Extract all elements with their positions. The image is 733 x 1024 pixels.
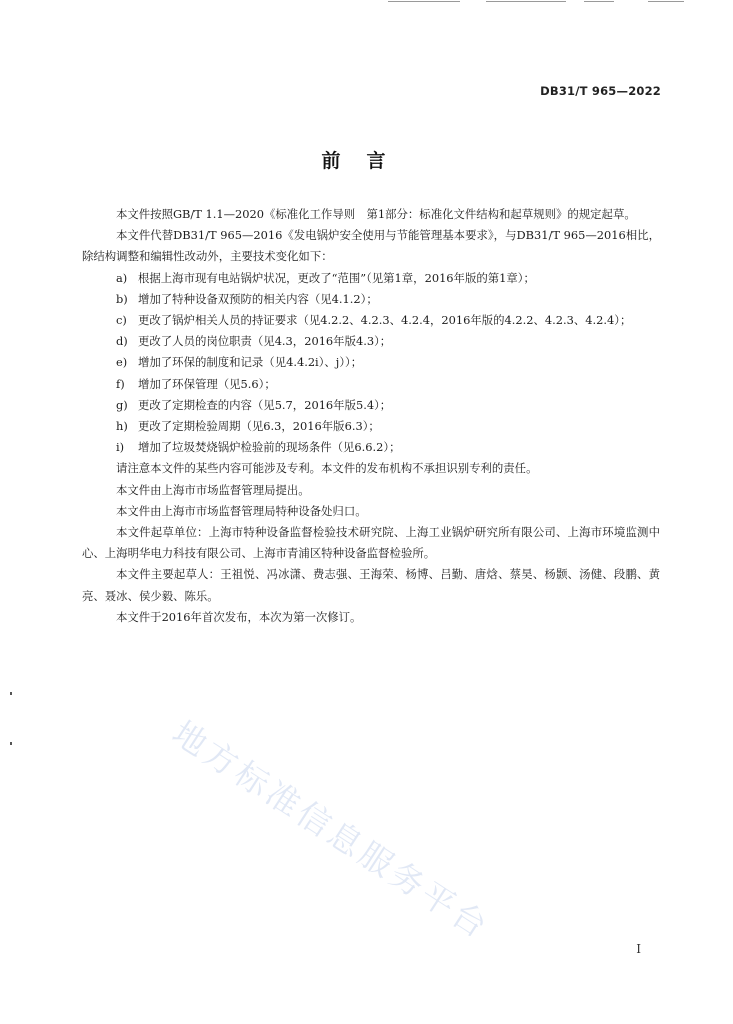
paragraph-patent-notice: 请注意本文件的某些内容可能涉及专利。本文件的发布机构不承担识别专利的责任。 [116, 461, 538, 476]
paragraph-proposer: 本文件由上海市市场监督管理局提出。 [116, 482, 310, 497]
paragraph-drafting-units: 本文件起草单位：上海市特种设备监督检验技术研究院、上海工业锅炉研究所有限公司、上海市环境监测中心、上海明华电力科技有限公司、上海市青浦区特种设备监督检验所。 [82, 525, 660, 561]
list-text: 更改了定期检验周期（见6.3，2016年版6.3）； [138, 419, 380, 434]
list-item [82, 310, 660, 331]
list-item [82, 374, 660, 395]
list-text: 增加了特种设备双预防的相关内容（见4.1.2）； [138, 291, 378, 306]
scan-top-rules [0, 0, 733, 6]
list-text: 根据上海市现有电站锅炉状况，更改了“范围”（见第1章，2016年版的第1章）； [138, 270, 535, 285]
paragraph-drafting-basis: 本文件按照GB/T 1.1—2020《标准化工作导则 第1部分：标准化文件结构和起草规则》的规定起草。 [116, 207, 636, 221]
list-item [82, 331, 660, 352]
list-text: 增加了垃圾焚烧锅炉检验前的现场条件（见6.6.2）； [138, 440, 401, 455]
list-marker: f) [116, 376, 125, 391]
list-marker: g) [116, 397, 128, 412]
standard-code: DB31/T 965—2022 [540, 84, 661, 98]
list-text: 增加了环保管理（见5.6）； [138, 376, 276, 391]
foreword-body [82, 204, 660, 628]
list-marker: e) [116, 355, 128, 370]
list-marker: a) [116, 270, 128, 285]
paragraph-drafters: 本文件主要起草人：王祖悦、冯冰潇、费志强、王海荣、杨博、吕勤、唐焓、蔡昊、杨颢、汤健、段鹏、黄亮、聂冰、侯少毅、陈乐。 [82, 567, 660, 603]
list-item [82, 437, 660, 458]
list-item [82, 352, 660, 373]
list-marker: c) [116, 313, 127, 328]
list-marker: i) [116, 440, 125, 455]
paragraph-replacement: 本文件代替DB31/T 965—2016《发电锅炉安全使用与节能管理基本要求》，与DB31/T 965—2016相比，除结构调整和编辑性改动外，主要技术变化如下： [82, 228, 660, 264]
list-text: 增加了环保的制度和记录（见4.4.2i）、j））； [138, 355, 363, 370]
watermark-text: 地方标准信息服务平台 [165, 713, 498, 948]
list-marker: b) [116, 291, 128, 306]
list-text: 更改了定期检查的内容（见5.7，2016年版5.4）； [138, 397, 392, 412]
paragraph-publication-history: 本文件于2016年首次发布，本次为第一次修订。 [116, 609, 362, 624]
changes-list [82, 268, 660, 459]
list-item [82, 289, 660, 310]
list-marker: d) [116, 334, 128, 349]
margin-mark [10, 742, 12, 745]
margin-mark [10, 692, 12, 695]
page-title: 前言 [321, 150, 412, 172]
list-text: 更改了人员的岗位职责（见4.3，2016年版4.3）； [138, 334, 392, 349]
list-item [82, 416, 660, 437]
list-item [82, 395, 660, 416]
list-item [82, 268, 660, 289]
page-number: I [636, 942, 641, 956]
list-marker: h) [116, 419, 128, 434]
paragraph-responsible-unit: 本文件由上海市市场监督管理局特种设备处归口。 [116, 503, 367, 518]
list-text: 更改了锅炉相关人员的持证要求（见4.2.2、4.2.3、4.2.4，2016年版的4.2.2、4.2.3、4.2.4）； [138, 313, 632, 328]
